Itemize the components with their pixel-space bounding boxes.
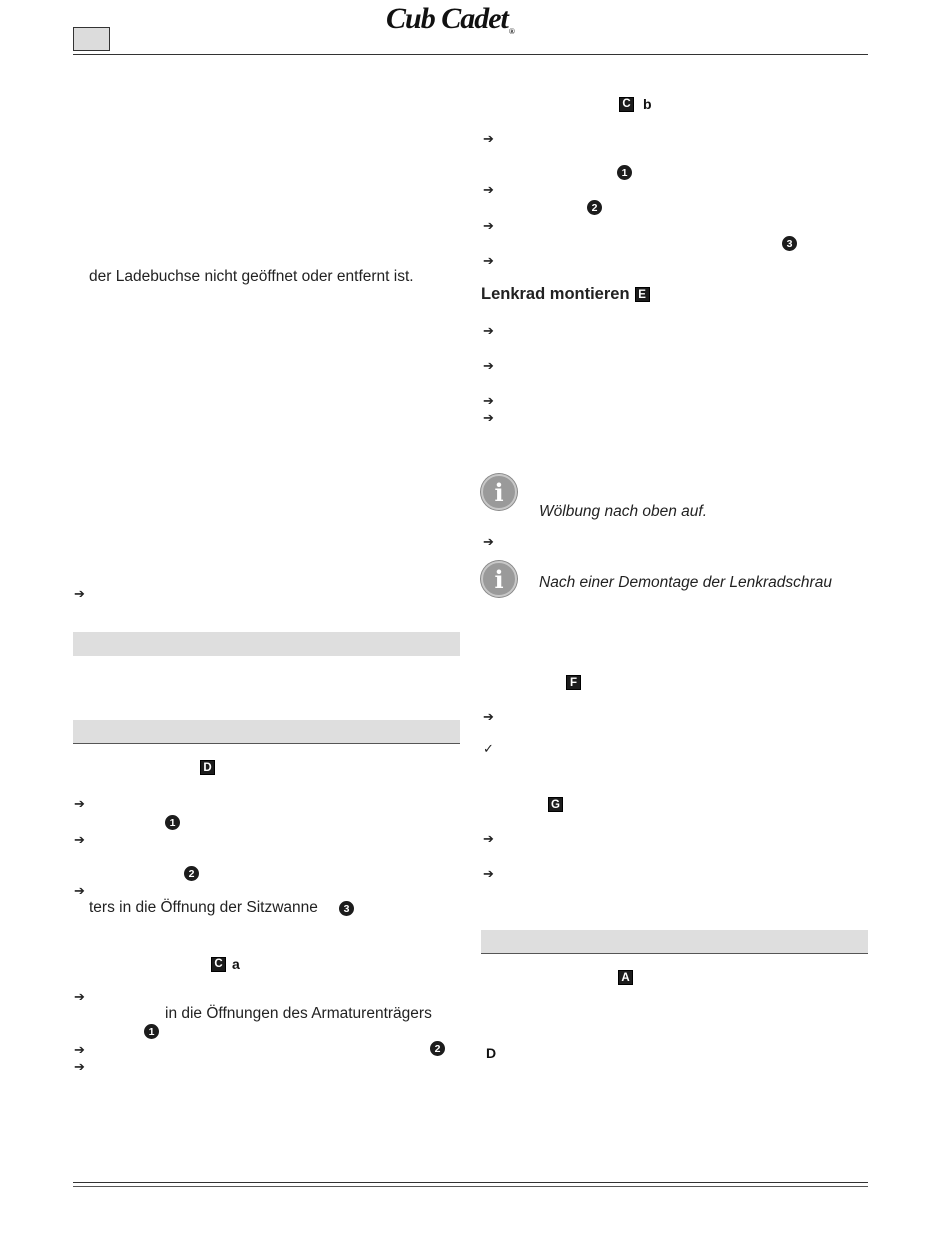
seat-step-text: ters in die Öffnung der Sitzwanne [89, 899, 318, 916]
figure-ref-d: D [200, 760, 215, 775]
step-number-2: 2 [184, 866, 199, 881]
step-number-2: 2 [587, 200, 602, 215]
arrow-icon: ➔ [74, 586, 85, 601]
arrow-icon: ➔ [483, 410, 494, 425]
arrow-icon: ➔ [483, 323, 494, 338]
arrow-icon: ➔ [74, 883, 85, 898]
arrow-icon: ➔ [483, 831, 494, 846]
arrow-icon: ➔ [483, 534, 494, 549]
step-number-1: 1 [165, 815, 180, 830]
arrow-icon: ➔ [74, 796, 85, 811]
section-band [73, 720, 460, 743]
dashboard-text: in die Öffnungen des Armaturenträgers [165, 1005, 432, 1022]
step-number-3: 3 [339, 901, 354, 916]
info-note-text: Wölbung nach oben auf. [539, 503, 708, 520]
section-heading: Lenkrad montieren [481, 285, 630, 303]
step-number-3: 3 [782, 236, 797, 251]
info-icon: i [481, 561, 517, 597]
arrow-icon: ➔ [483, 866, 494, 881]
figure-ref-box: C [211, 957, 226, 972]
info-note-text: Nach einer Demontage der Lenkradschrau [539, 574, 832, 591]
section-band [481, 930, 868, 953]
figure-ref-d-label: D [486, 1045, 497, 1061]
arrow-icon: ➔ [483, 393, 494, 408]
section-rule [73, 743, 460, 744]
step-number-1: 1 [144, 1024, 159, 1039]
info-icon: i [481, 474, 517, 510]
arrow-icon: ➔ [74, 1042, 85, 1057]
registered-mark: ® [508, 27, 514, 36]
figure-ref-box: C [619, 97, 634, 112]
figure-ref-c-a [211, 956, 240, 972]
arrow-icon: ➔ [74, 1059, 85, 1074]
footer-rule [73, 1186, 868, 1187]
brand-logo [386, 2, 514, 36]
language-box [73, 27, 110, 51]
arrow-icon: ➔ [483, 218, 494, 233]
arrow-icon: ➔ [483, 253, 494, 268]
arrow-icon: ➔ [483, 182, 494, 197]
figure-ref-letter: b [643, 96, 652, 112]
header-rule [73, 54, 868, 55]
figure-ref-c-b [619, 96, 652, 112]
footer-rule [73, 1182, 868, 1183]
arrow-icon: ➔ [74, 989, 85, 1004]
steering-heading-row [481, 285, 650, 304]
figure-ref-letter: a [232, 956, 240, 972]
arrow-icon: ➔ [483, 709, 494, 724]
section-rule [481, 953, 868, 954]
section-band [73, 632, 460, 656]
figure-ref-f: F [566, 675, 581, 690]
brand-name: Cub Cadet [386, 2, 508, 35]
arrow-icon: ➔ [483, 358, 494, 373]
figure-ref-a: A [618, 970, 633, 985]
charge-socket-text: der Ladebuchse nicht geöffnet oder entfernt ist. [89, 268, 414, 285]
step-number-2: 2 [430, 1041, 445, 1056]
step-number-1: 1 [617, 165, 632, 180]
figure-ref-e: E [635, 287, 650, 302]
check-icon: ✓ [483, 741, 494, 756]
arrow-icon: ➔ [483, 131, 494, 146]
figure-ref-g: G [548, 797, 563, 812]
arrow-icon: ➔ [74, 832, 85, 847]
